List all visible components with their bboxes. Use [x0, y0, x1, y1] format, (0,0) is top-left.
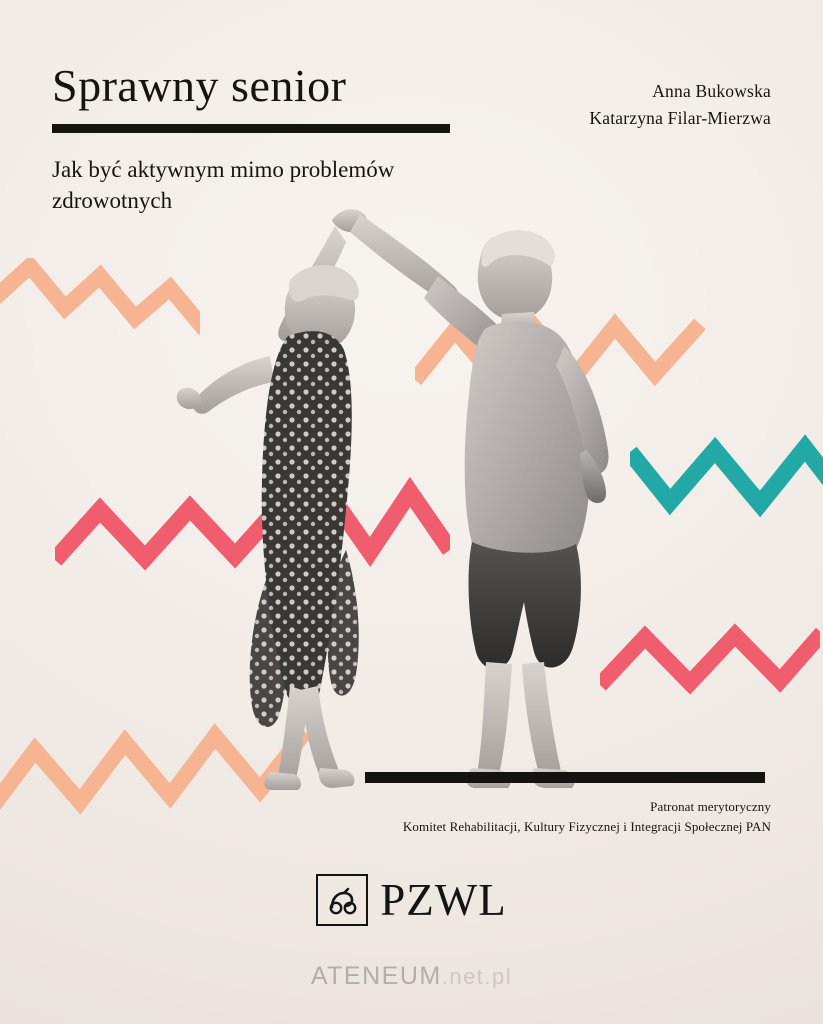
pzwl-emblem-icon — [316, 874, 368, 926]
publisher-name: PZWL — [380, 875, 507, 925]
watermark — [0, 962, 823, 991]
publisher-logo — [0, 874, 823, 926]
dancing-seniors-photo — [120, 150, 720, 790]
patronage-label: Patronat merytoryczny — [650, 799, 771, 814]
page-title: Sprawny senior — [52, 60, 347, 111]
ground-bar — [365, 772, 765, 783]
patronage-block — [211, 797, 771, 836]
author-name: Anna Bukowska — [652, 81, 771, 101]
watermark-primary: ATENEUM — [310, 962, 442, 990]
author-name: Katarzyna Filar-Mierzwa — [589, 108, 771, 129]
subtitle: Jak być aktywnym mimo problemów zdrowotnych — [52, 157, 395, 213]
authors-block — [589, 78, 771, 132]
watermark-secondary: .net.pl — [441, 964, 513, 989]
title-block — [52, 62, 482, 216]
title-underline-rule — [52, 124, 450, 133]
patronage-organisation: Komitet Rehabilitacji, Kultury Fizycznej i Integracji Społecznej PAN — [402, 818, 771, 834]
